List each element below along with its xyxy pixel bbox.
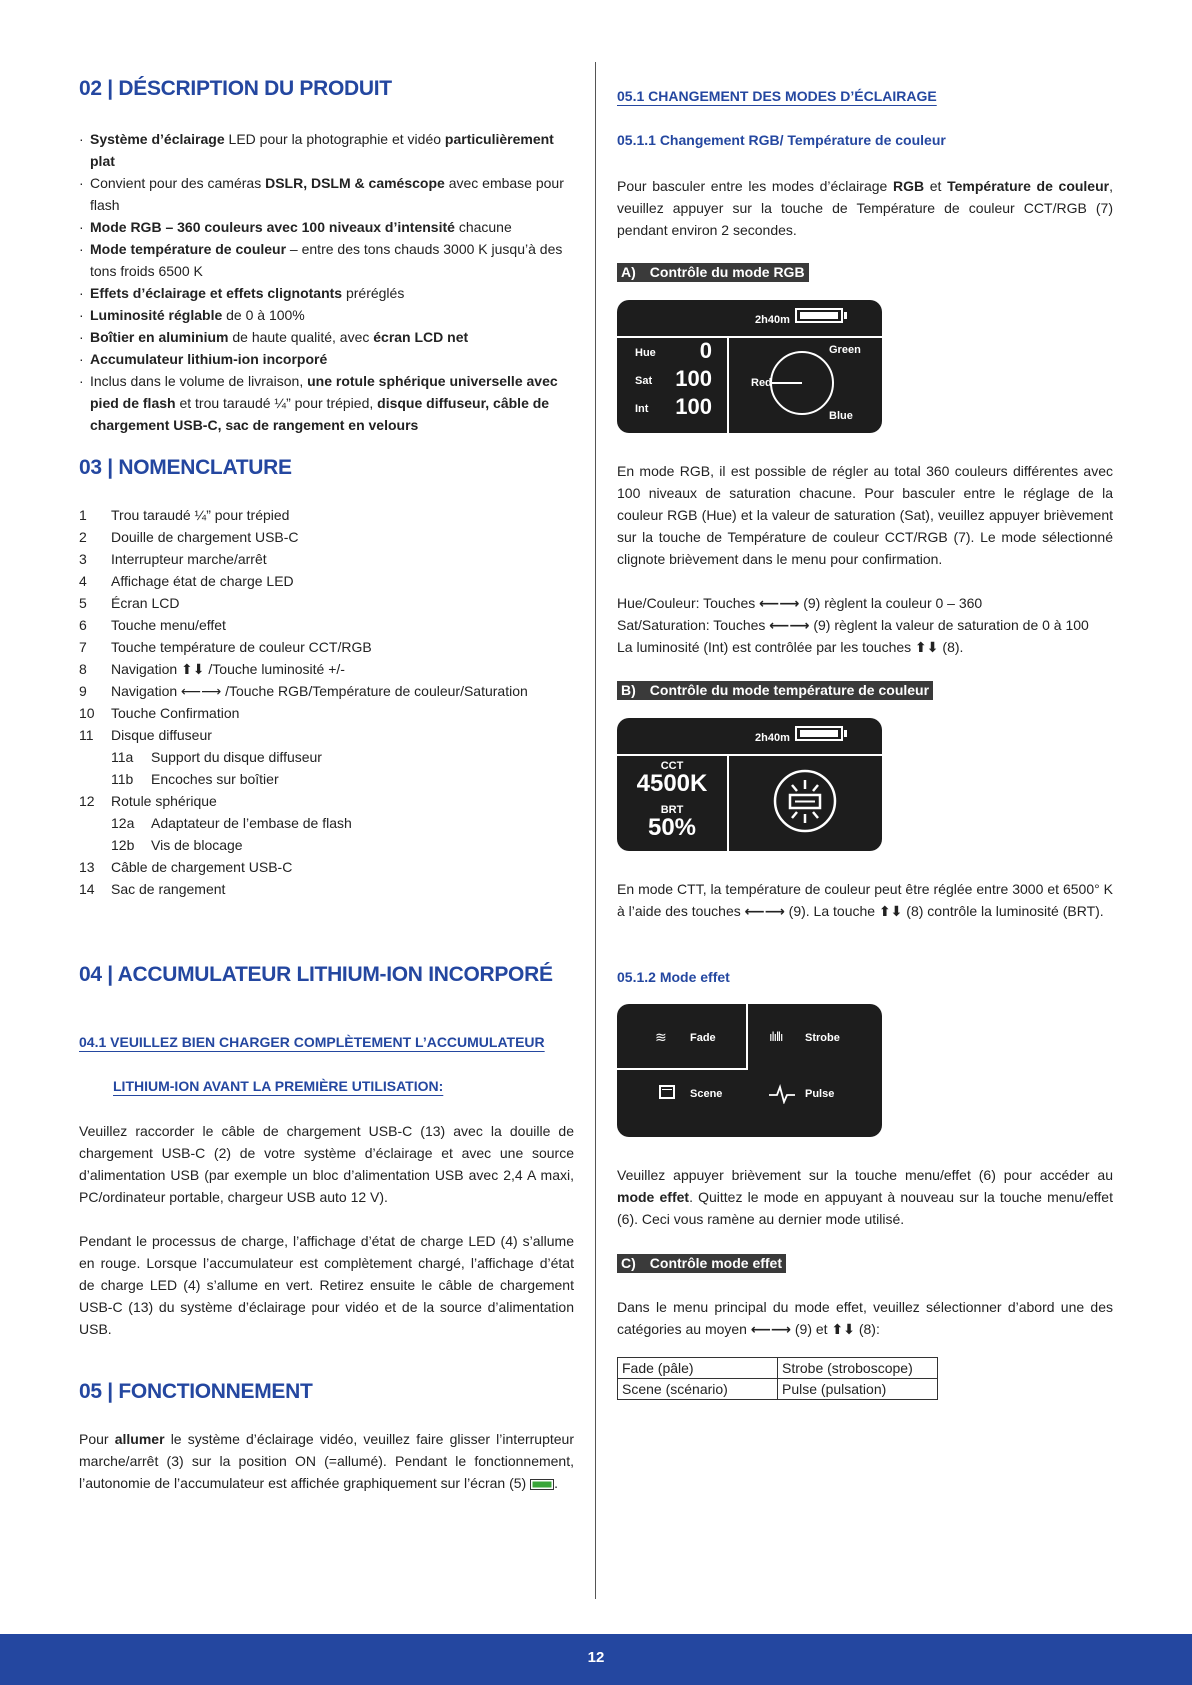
color-wheel-icon <box>767 348 837 418</box>
nomenclature-item: 4 Affichage état de charge LED <box>79 573 294 589</box>
section-05-title: 05 | FONCTIONNEMENT <box>79 1380 313 1403</box>
nomenclature-item: 5 Écran LCD <box>79 595 180 611</box>
operation-paragraph: Pour allumer le système d’éclairage vidéo, veuillez faire glisser l’interrupteur marche/arrêt (3) sur la position ON (=allumé). Pendant le fonctionnement, l’autonomie de l’accumulateur est affichée graphiquement sur l’écran (5) . <box>79 1431 575 1491</box>
table-row <box>618 1358 938 1379</box>
left-right-arrows-icon: ⟵⟶ <box>759 595 800 611</box>
table-row <box>618 1379 938 1400</box>
feature-item: · Système d’éclairage LED pour la photographie et vidéo particulièrement plat <box>79 128 574 172</box>
lcd-strobe-label: Strobe <box>805 1032 840 1044</box>
nomenclature-item: 12b Vis de blocage <box>111 837 243 853</box>
left-right-arrows-icon: ⟵⟶ <box>769 617 810 633</box>
lcd-cct-value: 4500K <box>636 770 708 797</box>
strobe-icon: ılıllı <box>769 1029 783 1044</box>
up-down-arrows-icon: ⬆⬇ <box>915 639 939 655</box>
lcd-rgb-display <box>617 300 882 433</box>
nomenclature-item: 1 Trou taraudé ¼” pour trépied <box>79 507 290 523</box>
lcd-sat-label: Sat <box>635 375 653 387</box>
effect-mode-paragraph: Veuillez appuyer brièvement sur la touche menu/effet (6) pour accéder au mode effet. Quittez le mode en appuyant à nouveau sur la touche menu/effet (6). Ceci vous ramène au dernier mode utilisé. <box>617 1167 1113 1227</box>
up-down-arrows-icon: ⬆⬇ <box>878 903 903 919</box>
lcd-brt-value: 50% <box>647 814 697 841</box>
left-right-arrows-icon: ⟵⟶ <box>744 903 785 919</box>
lcd-battery-icon <box>795 308 843 323</box>
feature-item: · Boîtier en aluminium de haute qualité, avec écran LCD net <box>79 326 574 348</box>
nomenclature-item: 10 Touche Confirmation <box>79 705 240 721</box>
nomenclature-item: 13 Câble de chargement USB-C <box>79 859 293 875</box>
nomenclature-item: 11a Support du disque diffuseur <box>111 749 322 765</box>
effect-select-paragraph: Dans le menu principal du mode effet, veuillez sélectionner d’abord une des catégories au moyen ⟵⟶ (9) et ⬆⬇ (8): <box>617 1299 1113 1337</box>
section-04-1-title-line1: 04.1 VEUILLEZ BIEN CHARGER COMPLÈTEMENT L’ACCUMULATEUR <box>79 1034 545 1050</box>
charging-paragraph-1: Veuillez raccorder le câble de chargement USB-C (13) avec la douille de chargement USB-C (2) de votre système d’éclairage et avec une source d’alimentation USB (par exemple un bloc d’alimentation USB avec 2,4 A maxi, PC/ordinateur portable, chargeur USB auto 12 V). <box>79 1123 574 1205</box>
section-05-1-title: 05.1 CHANGEMENT DES MODES D’ÉCLAIRAGE <box>617 88 937 104</box>
feature-item: · Effets d’éclairage et effets clignotants préréglés <box>79 282 574 304</box>
lcd-fade-label: Fade <box>690 1032 716 1044</box>
table-cell: Strobe (stroboscope) <box>778 1358 938 1379</box>
nomenclature-item: 12 Rotule sphérique <box>79 793 217 809</box>
feature-item: · Convient pour des caméras DSLR, DSLM & caméscope avec embase pour flash <box>79 172 574 216</box>
feature-item: · Luminosité réglable de 0 à 100% <box>79 304 574 326</box>
section-02-title: 02 | DÉSCRIPTION DU PRODUIT <box>79 77 392 100</box>
section-05-1-2-title: 05.1.2 Mode effet <box>617 969 730 985</box>
hue-line: Hue/Couleur: Touches ⟵⟶ (9) règlent la couleur 0 – 360 <box>617 595 983 611</box>
nomenclature-item: 8 Navigation ⬆⬇ /Touche luminosité +/- <box>79 661 345 677</box>
lcd-battery-icon <box>795 726 843 741</box>
lcd-int-value: 100 <box>675 394 712 419</box>
lcd-int-label: Int <box>635 403 649 415</box>
lcd-red-label: Red <box>751 377 772 389</box>
nomenclature-item: 2 Douille de chargement USB-C <box>79 529 299 545</box>
nomenclature-item: 14 Sac de rangement <box>79 881 226 897</box>
effect-categories-table <box>617 1357 938 1400</box>
nomenclature-item: 7 Touche température de couleur CCT/RGB <box>79 639 372 655</box>
table-cell: Pulse (pulsation) <box>778 1379 938 1400</box>
section-03-title: 03 | NOMENCLATURE <box>79 456 292 479</box>
nomenclature-item: 11b Encoches sur boîtier <box>111 771 279 787</box>
lcd-hue-value: 0 <box>699 338 712 363</box>
nomenclature-item: 6 Touche menu/effet <box>79 617 226 633</box>
nomenclature-item: 3 Interrupteur marche/arrêt <box>79 551 267 567</box>
column-divider <box>595 62 596 1599</box>
lcd-time: 2h40m <box>755 732 790 744</box>
lcd-green-label: Green <box>829 344 861 356</box>
light-panel-icon <box>772 768 838 834</box>
section-04-1-title-line2: LITHIUM-ION AVANT LA PREMIÈRE UTILISATION: <box>113 1078 444 1094</box>
battery-icon <box>530 1479 554 1490</box>
table-cell: Fade (pâle) <box>618 1358 778 1379</box>
up-down-arrows-icon: ⬆⬇ <box>831 1321 855 1337</box>
lcd-cct-display <box>617 718 882 851</box>
product-features-list <box>79 128 574 436</box>
mode-switch-paragraph: Pour basculer entre les modes d’éclairage RGB et Température de couleur, veuillez appuyer sur la touche de Température de couleur CCT/RGB (7) pendant environ 2 secondes. <box>617 178 1113 238</box>
feature-item: · Accumulateur lithium-ion incorporé <box>79 348 574 370</box>
sat-line: Sat/Saturation: Touches ⟵⟶ (9) règlent la valeur de saturation de 0 à 100 <box>617 617 1089 633</box>
lcd-cct-label: CCT <box>660 760 684 772</box>
scene-icon <box>659 1085 675 1099</box>
pulse-icon <box>769 1084 795 1104</box>
section-04-title: 04 | ACCUMULATEUR LITHIUM-ION INCORPORÉ <box>79 963 553 986</box>
feature-item: · Inclus dans le volume de livraison, une rotule sphérique universelle avec pied de flash et trou taraudé ¼” pour trépied, disque diffuseur, câble de chargement USB-C, sac de rangement en velours <box>79 370 574 436</box>
table-cell: Scene (scénario) <box>618 1379 778 1400</box>
fade-icon: ≋ <box>655 1029 667 1045</box>
lcd-effect-display <box>617 1004 882 1137</box>
nomenclature-item: 12a Adaptateur de l’embase de flash <box>111 815 352 831</box>
rgb-mode-paragraph: En mode RGB, il est possible de régler au total 360 couleurs différentes avec 100 niveaux de saturation chacune. Pour basculer entre le réglage de la couleur RGB (Hue) et la valeur de saturation (Sat), veuillez appuyer brièvement sur la touche de Température de couleur CCT/RGB (7). Le mode sélectionné clignote brièvement dans le menu pour confirmation. <box>617 463 1113 567</box>
lcd-scene-label: Scene <box>690 1088 723 1100</box>
nomenclature-list <box>79 504 574 900</box>
tag-cct-mode: B) Contrôle du mode température de couleur <box>617 681 933 700</box>
lcd-hue-label: Hue <box>635 347 656 359</box>
nomenclature-item: 9 Navigation ⟵⟶ /Touche RGB/Température de couleur/Saturation <box>79 683 528 699</box>
section-05-1-1-title: 05.1.1 Changement RGB/ Température de couleur <box>617 132 946 148</box>
lcd-blue-label: Blue <box>829 410 853 422</box>
feature-item: · Mode RGB – 360 couleurs avec 100 niveaux d’intensité chacune <box>79 216 574 238</box>
feature-item: · Mode température de couleur – entre des tons chauds 3000 K jusqu’à des tons froids 6500 K <box>79 238 574 282</box>
int-line: La luminosité (Int) est contrôlée par les touches ⬆⬇ (8). <box>617 639 964 655</box>
lcd-brt-label: BRT <box>660 804 684 816</box>
cct-mode-paragraph: En mode CTT, la température de couleur peut être réglée entre 3000 et 6500° K à l’aide des touches ⟵⟶ (9). La touche ⬆⬇ (8) contrôle la luminosité (BRT). <box>617 881 1113 919</box>
left-right-arrows-icon: ⟵⟶ <box>750 1321 791 1337</box>
tag-rgb-mode: A) Contrôle du mode RGB <box>617 263 809 282</box>
tag-effect-mode: C) Contrôle mode effet <box>617 1254 786 1273</box>
lcd-time: 2h40m <box>755 314 790 326</box>
lcd-pulse-label: Pulse <box>805 1088 835 1100</box>
charging-paragraph-2: Pendant le processus de charge, l’affichage d’état de charge LED (4) s’allume en rouge. Lorsque l’accumulateur est complètement chargé, l’affichage d’état de charge LED (4) s’allume en vert. Retirez ensuite le câble de chargement USB-C (13) du système d’éclairage pour vidéo et de la source d’alimentation USB. <box>79 1233 574 1337</box>
page-number: 12 <box>587 1649 605 1666</box>
lcd-sat-value: 100 <box>675 366 712 391</box>
nomenclature-item: 11 Disque diffuseur <box>79 727 212 743</box>
